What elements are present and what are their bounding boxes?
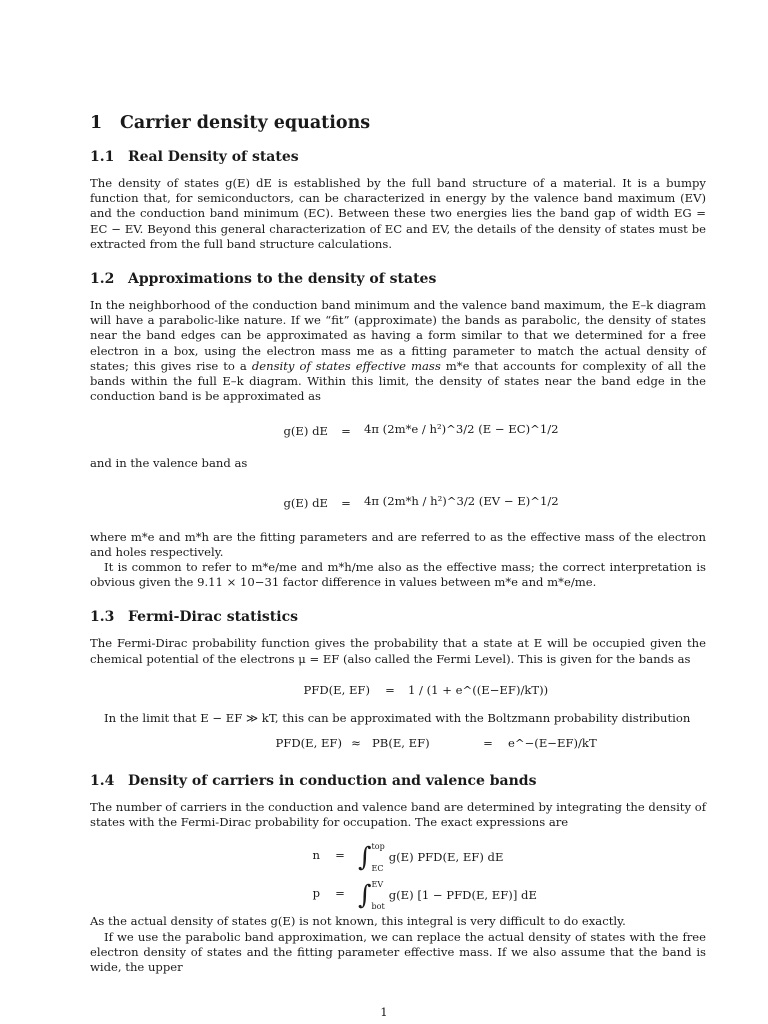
equation-p-integral [90,874,706,914]
equation-operator: = [341,495,351,510]
equation-middle: PB(E, EF) [372,736,430,751]
equation-operator: = [335,886,345,901]
integral-sign: ∫ [358,880,372,911]
equation-lhs: g(E) dE [283,424,328,439]
section-number: 1 [90,113,103,133]
paragraph-text: m*e that accounts for complexity of all the bands within the full E–k diagram. Within this limit, the density of states near the band edge in the conduction band is be approximated as [90,358,706,404]
integral-upper: top [371,842,385,852]
equation-lhs: p [312,886,320,901]
subsection-number: 1.1 [90,149,115,165]
equation-rhs [358,874,537,918]
subsection-heading-1-2 [90,270,706,288]
equation-rhs: e^−(E−EF)/kT [508,736,597,751]
subsection-title: Real Density of states [128,149,299,165]
paragraph-text: In the neighborhood of the conduction band minimum and the valence band maximum, the E–k diagram will have a parabolic-like nature. If we “fit” (approximate) the bands as parabolic, the density of states near the band edges can be approximated as having a form similar to that we determined for a free electron in a box, using the electron mass me as a fitting parameter to match the actual density of states; this gives rise to a [90,298,706,373]
equation-lhs: PFD(E, EF) [275,736,342,751]
integral-lower: EC [371,864,384,874]
equation-boltzmann [90,730,706,760]
equation-rhs: 4π (2m*h / h²)^3/2 (EV − E)^1/2 [364,493,559,508]
equation-rhs: 4π (2m*e / h²)^3/2 (E − EC)^1/2 [364,422,559,437]
subsection-title: Approximations to the density of states [128,271,437,288]
paragraph [90,298,706,404]
subsection-heading-1-1 [90,148,706,166]
equation-lhs: PFD(E, EF) [303,682,370,697]
equation-n-integral [90,836,706,874]
integrand: g(E) PFD(E, EF) dE [388,850,504,865]
paragraph: As the actual density of states g(E) is not known, this integral is very difficult to do exactly. [90,914,626,929]
equation-lhs: n [312,848,320,863]
paragraph: The number of carriers in the conduction and valence band are determined by integrating the density of states with the Fermi-Dirac probability for occupation. The exact expressions are [90,800,706,830]
paragraph: In the limit that E − EF ≫ kT, this can be approximated with the Boltzmann probability distribution [104,710,691,725]
equation-rhs: 1 / (1 + e^((E−EF)/kT)) [408,682,549,697]
page-number: 1 [380,1005,388,1019]
equation-operator: = [341,424,351,439]
paragraph: where m*e and m*h are the fitting parameters and are referred to as the effective mass of the electron and holes respectively. [90,529,706,559]
paragraph: If we use the parabolic band approximation, we can replace the actual density of states with the free electron density of states and the fitting parameter effective mass. If we also assume that the band is wide, the upper [90,929,706,975]
integral-limits [372,874,385,918]
paper-page [90,112,706,975]
paragraph: The density of states g(E) dE is established by the full band structure of a material. It is a bumpy function that, for semiconductors, can be characterized in energy by the valence band maximum (EV) and the conduction band minimum (EC). Between these two energies lies the band gap of width EG = EC − EV. Beyond this general characterization of EC and EV, the details of the density of states must be extracted from the full band structure calculations. [90,176,706,251]
subsection-heading-1-3 [90,608,706,626]
equation-dos-conduction [90,412,706,456]
equation-operator: = [335,848,345,863]
equation-operator: ≈ [351,736,361,751]
subsection-heading-1-4 [90,772,706,790]
subsection-number: 1.2 [90,271,115,288]
subsection-number: 1.4 [90,773,115,790]
integrand: g(E) [1 − PFD(E, EF)] dE [388,888,537,903]
paragraph: It is common to refer to m*e/me and m*h/me also as the effective mass; the correct interpretation is obvious given the 9.11 × 10−31 factor difference in values between m*e and m*e/me. [90,560,706,590]
equation-operator: = [483,736,493,751]
paragraph: and in the valence band as [90,456,248,471]
paragraph: The Fermi-Dirac probability function gives the probability that a state at E will be occupied given the chemical potential of the electrons μ = EF (also called the Fermi Level). This is given for the bands as [90,636,706,666]
equation-dos-valence [90,480,706,530]
integral-upper: EV [371,880,384,890]
equation-operator: = [385,682,395,697]
subsection-title: Fermi-Dirac statistics [128,609,298,626]
subsection-title: Density of carriers in conduction and valence bands [128,773,537,790]
section-title: Carrier density equations [120,113,371,133]
equation-lhs: g(E) dE [283,495,328,510]
equation-fermi-dirac [90,671,706,711]
emphasis-text: density of states effective mass [251,358,441,373]
subsection-number: 1.3 [90,609,115,626]
integral-sign: ∫ [358,842,372,873]
section-heading [90,112,706,134]
integral-lower: bot [371,902,385,912]
